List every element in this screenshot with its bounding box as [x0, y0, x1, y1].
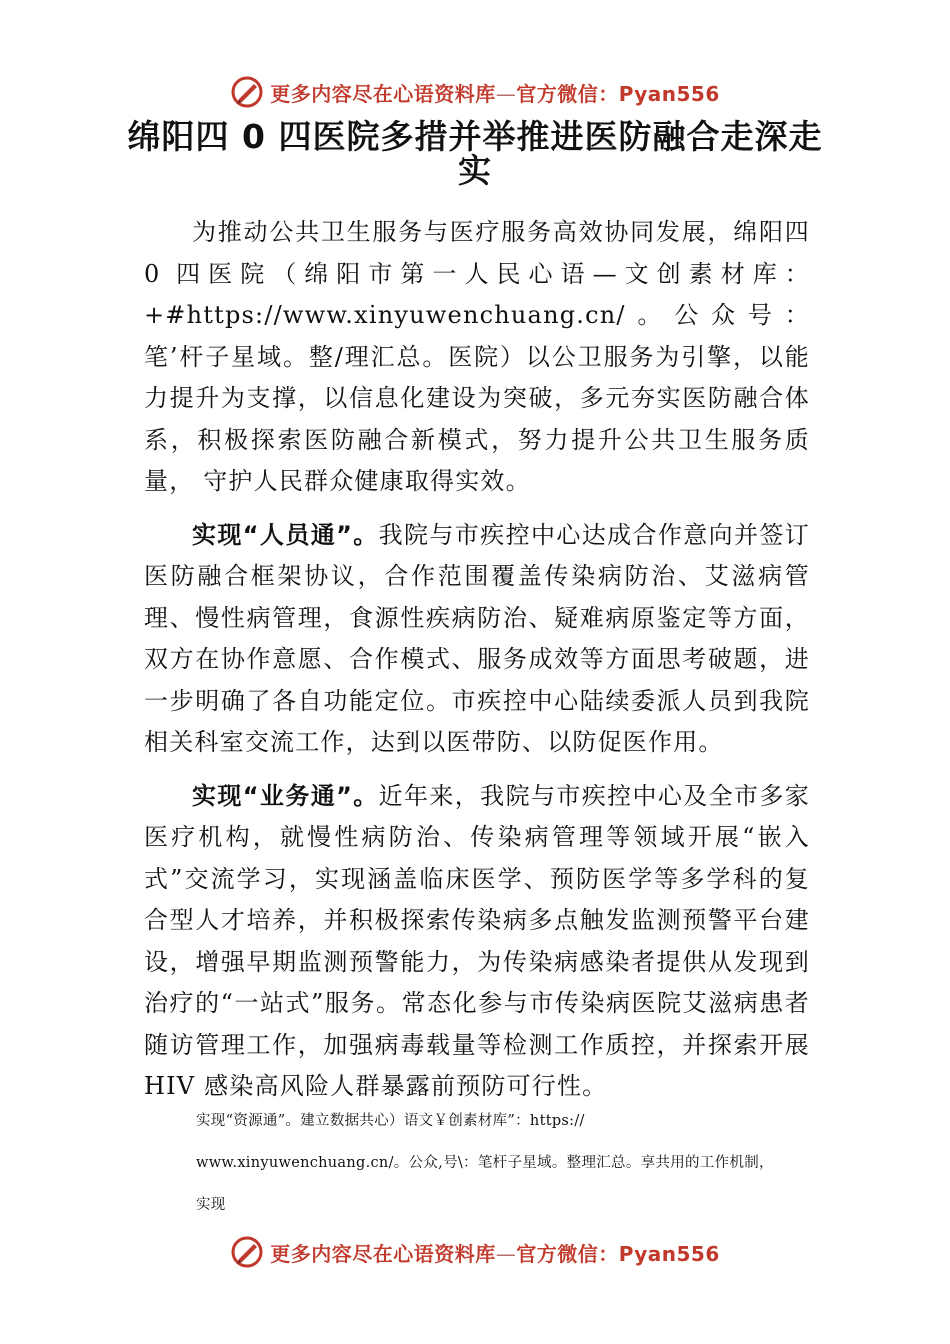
pen-logo-icon — [230, 75, 264, 109]
header-banner — [0, 70, 950, 114]
footer-banner — [0, 1230, 950, 1274]
pen-logo-icon — [230, 1235, 264, 1269]
small-paragraph-resources — [196, 1100, 856, 1226]
paragraph-personnel: 实现“人员通”。我院与市疾控中心达成合作意向并签订医防融合框架协议，合作范围覆盖传染病防治、艾滋病管理、慢性病管理，食源性疾病防治、疑难病原鉴定等方面， 双方在协作意愿、合作模式、服务成效等方面思考破题，进一步明确了各自功能定位。市疾控中心陆续委派人员到我院相关科室交流工作，达到以医带防、以防促医作用。 — [144, 520, 810, 756]
small-line: 实现“资源通”。建立数据共心）语文￥创素材库”：https:// — [196, 1113, 585, 1129]
small-line: www.xinyuwenchuang.cn/。公众,号\：笔杆子星域。整理汇总。享共用的工作机制， — [196, 1155, 774, 1171]
footer-banner-text: 更多内容尽在心语资料库—官方微信：Pyan556 — [270, 1241, 720, 1266]
header-banner-text: 更多内容尽在心语资料库—官方微信：Pyan556 — [270, 81, 720, 106]
paragraph-lead: 实现“业务通”。 — [192, 781, 379, 810]
paragraph-business: 实现“业务通”。近年来，我院与市疾控中心及全市多家医疗机构，就慢性病防治、传染病管理等领域开展“嵌入式”交流学习，实现涵盖临床医学、预防医学等多学科的复合型人才培养，并积极探索传染病多点触发监测预警平台建设，增强早期监测预警能力，为传染病感染者提供从发现到治疗的“一站式”服务。常态化参与市传染病医院艾滋病患者随访管理工作，加强病毒载量等检测工作质控，并探索开展 HIV 感染高风险人群暴露前预防可行性。 — [144, 781, 810, 1100]
paragraph-lead: 实现“人员通”。 — [192, 520, 379, 549]
paragraph-intro: 为推动公共卫生服务与医疗服务高效协同发展，绵阳四 0 四医院（绵阳市第一人民心语—文创素材库：+#https://www.xinyuwenchuang.cn/。公众号：笔’杆子星域。整/理汇总。医院）以公卫服务为引擎，以能力提升为支撑，以信息化建设为突破，多元夯实医防融合体系，积极探索医防融合新模式，努力提升公共卫生服务质量， 守护人民群众健康取得实效。 — [144, 218, 810, 495]
document-title: 绵阳四 0 四医院多措并举推进医防融合走深走实 — [127, 117, 823, 190]
small-line: 实现 — [196, 1197, 226, 1213]
document-body — [144, 212, 810, 1120]
